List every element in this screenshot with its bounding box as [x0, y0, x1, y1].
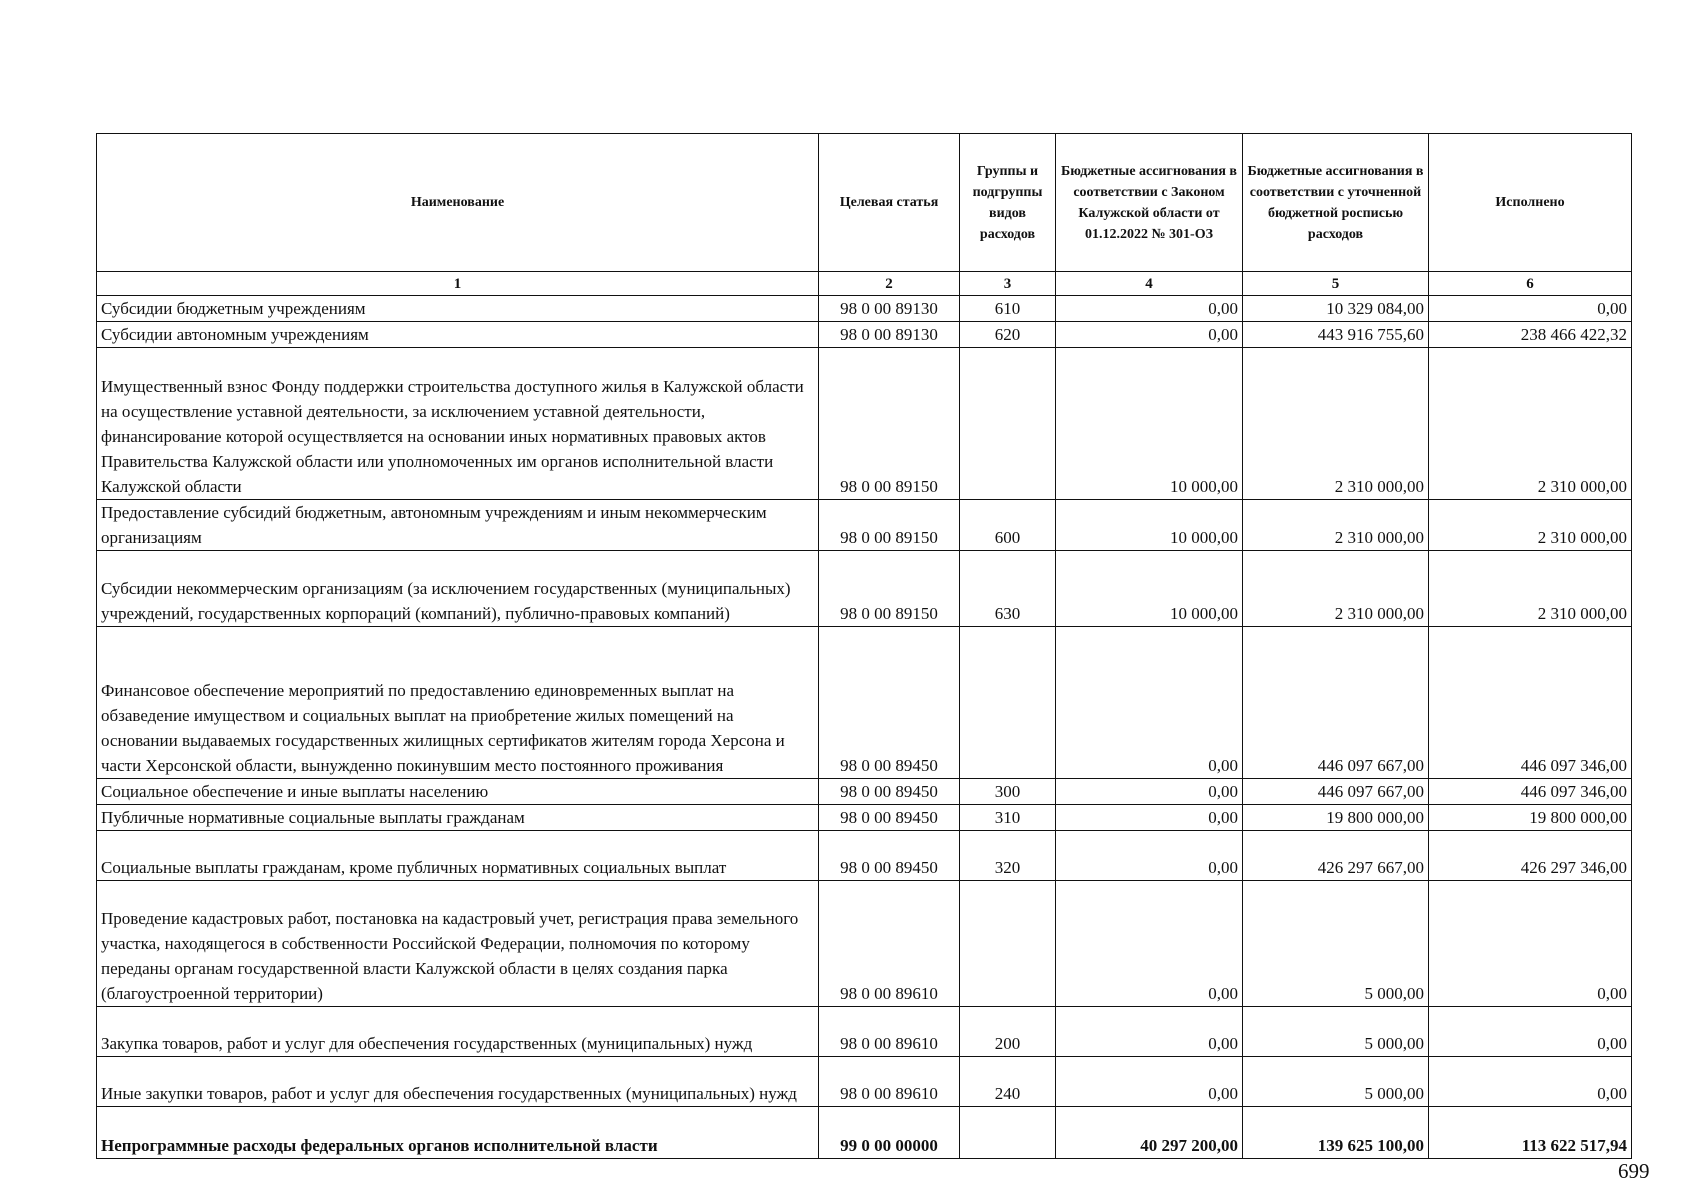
row-name: Непрограммные расходы федеральных органов исполнительной власти [97, 1107, 819, 1159]
row-refined-amount: 5 000,00 [1243, 881, 1429, 1007]
column-number: 3 [960, 272, 1056, 296]
table-row [97, 348, 1632, 500]
header-executed: Исполнено [1429, 134, 1632, 272]
row-group-code: 310 [960, 805, 1056, 831]
row-law-amount: 10 000,00 [1056, 551, 1243, 627]
column-number-row [97, 272, 1632, 296]
row-target-code: 98 0 00 89150 [819, 500, 960, 551]
column-number: 6 [1429, 272, 1632, 296]
row-executed-amount: 446 097 346,00 [1429, 779, 1632, 805]
row-target-code: 98 0 00 89450 [819, 627, 960, 779]
table-row [97, 627, 1632, 779]
row-law-amount: 0,00 [1056, 322, 1243, 348]
row-refined-amount: 139 625 100,00 [1243, 1107, 1429, 1159]
row-name: Субсидии бюджетным учреждениям [97, 296, 819, 322]
budget-execution-table [96, 133, 1632, 1159]
row-refined-amount: 19 800 000,00 [1243, 805, 1429, 831]
row-executed-amount: 2 310 000,00 [1429, 348, 1632, 500]
row-law-amount: 0,00 [1056, 1057, 1243, 1107]
column-number: 1 [97, 272, 819, 296]
table-row [97, 500, 1632, 551]
row-name: Социальные выплаты гражданам, кроме публичных нормативных социальных выплат [97, 831, 819, 881]
row-law-amount: 0,00 [1056, 881, 1243, 1007]
row-name: Закупка товаров, работ и услуг для обеспечения государственных (муниципальных) нужд [97, 1007, 819, 1057]
row-law-amount: 0,00 [1056, 627, 1243, 779]
header-law-appropriations: Бюджетные ассигнования в соответствии с Законом Калужской области от 01.12.2022 № 301-ОЗ [1056, 134, 1243, 272]
row-group-code: 320 [960, 831, 1056, 881]
row-name: Иные закупки товаров, работ и услуг для обеспечения государственных (муниципальных) нужд [97, 1057, 819, 1107]
row-name: Субсидии некоммерческим организациям (за исключением государственных (муниципальных) учреждений, государственных корпораций (компаний), публично-правовых компаний) [97, 551, 819, 627]
row-law-amount: 10 000,00 [1056, 348, 1243, 500]
row-target-code: 99 0 00 00000 [819, 1107, 960, 1159]
table-row [97, 322, 1632, 348]
row-executed-amount: 0,00 [1429, 881, 1632, 1007]
column-number: 4 [1056, 272, 1243, 296]
table-row [97, 551, 1632, 627]
row-refined-amount: 426 297 667,00 [1243, 831, 1429, 881]
table-row [97, 1007, 1632, 1057]
row-executed-amount: 0,00 [1429, 1057, 1632, 1107]
row-target-code: 98 0 00 89450 [819, 779, 960, 805]
row-refined-amount: 5 000,00 [1243, 1007, 1429, 1057]
column-number: 5 [1243, 272, 1429, 296]
row-refined-amount: 2 310 000,00 [1243, 348, 1429, 500]
row-group-code [960, 881, 1056, 1007]
row-refined-amount: 446 097 667,00 [1243, 779, 1429, 805]
row-name: Финансовое обеспечение мероприятий по предоставлению единовременных выплат на обзаведение имуществом и социальных выплат на приобретение жилых помещений на основании выдаваемых государственных жилищных сертификатов жителям города Херсона и части Херсонской области, вынужденно покинувшим место постоянного проживания [97, 627, 819, 779]
row-name: Субсидии автономным учреждениям [97, 322, 819, 348]
row-group-code: 630 [960, 551, 1056, 627]
row-law-amount: 10 000,00 [1056, 500, 1243, 551]
row-group-code: 300 [960, 779, 1056, 805]
row-target-code: 98 0 00 89130 [819, 322, 960, 348]
table-row [97, 805, 1632, 831]
table-row [97, 881, 1632, 1007]
row-refined-amount: 2 310 000,00 [1243, 500, 1429, 551]
table-row [97, 1057, 1632, 1107]
row-law-amount: 0,00 [1056, 805, 1243, 831]
header-expense-groups: Группы и подгруппы видов расходов [960, 134, 1056, 272]
row-executed-amount: 113 622 517,94 [1429, 1107, 1632, 1159]
row-law-amount: 0,00 [1056, 779, 1243, 805]
row-law-amount: 0,00 [1056, 1007, 1243, 1057]
row-executed-amount: 0,00 [1429, 1007, 1632, 1057]
row-group-code: 600 [960, 500, 1056, 551]
row-executed-amount: 446 097 346,00 [1429, 627, 1632, 779]
row-name: Публичные нормативные социальные выплаты гражданам [97, 805, 819, 831]
row-target-code: 98 0 00 89610 [819, 881, 960, 1007]
table-row [97, 296, 1632, 322]
header-refined-appropriations: Бюджетные ассигнования в соответствии с уточненной бюджетной росписью расходов [1243, 134, 1429, 272]
row-group-code [960, 627, 1056, 779]
row-group-code: 200 [960, 1007, 1056, 1057]
table-row-total [97, 1107, 1632, 1159]
row-executed-amount: 2 310 000,00 [1429, 500, 1632, 551]
row-refined-amount: 5 000,00 [1243, 1057, 1429, 1107]
row-target-code: 98 0 00 89450 [819, 831, 960, 881]
row-name: Проведение кадастровых работ, постановка на кадастровый учет, регистрация права земельного участка, находящегося в собственности Российской Федерации, полномочия по которому переданы органам государственной власти Калужской области в целях создания парка (благоустроенной территории) [97, 881, 819, 1007]
page-number: 699 [1618, 1159, 1650, 1183]
row-refined-amount: 2 310 000,00 [1243, 551, 1429, 627]
row-executed-amount: 238 466 422,32 [1429, 322, 1632, 348]
row-target-code: 98 0 00 89150 [819, 348, 960, 500]
row-group-code: 240 [960, 1057, 1056, 1107]
row-target-code: 98 0 00 89610 [819, 1007, 960, 1057]
row-group-code: 620 [960, 322, 1056, 348]
row-group-code [960, 348, 1056, 500]
table-row [97, 831, 1632, 881]
row-refined-amount: 446 097 667,00 [1243, 627, 1429, 779]
row-target-code: 98 0 00 89610 [819, 1057, 960, 1107]
row-name: Социальное обеспечение и иные выплаты населению [97, 779, 819, 805]
row-executed-amount: 0,00 [1429, 296, 1632, 322]
row-refined-amount: 10 329 084,00 [1243, 296, 1429, 322]
table-row [97, 779, 1632, 805]
row-name: Имущественный взнос Фонду поддержки строительства доступного жилья в Калужской области на осуществление уставной деятельности, за исключением уставной деятельности, финансирование которой осуществляется на основании иных нормативных правовых актов Правительства Калужской области или уполномоченных им органов исполнительной власти Калужской области [97, 348, 819, 500]
row-law-amount: 0,00 [1056, 296, 1243, 322]
row-executed-amount: 426 297 346,00 [1429, 831, 1632, 881]
row-target-code: 98 0 00 89450 [819, 805, 960, 831]
row-refined-amount: 443 916 755,60 [1243, 322, 1429, 348]
row-law-amount: 0,00 [1056, 831, 1243, 881]
row-executed-amount: 2 310 000,00 [1429, 551, 1632, 627]
row-name: Предоставление субсидий бюджетным, автономным учреждениям и иным некоммерческим организациям [97, 500, 819, 551]
column-number: 2 [819, 272, 960, 296]
row-executed-amount: 19 800 000,00 [1429, 805, 1632, 831]
row-group-code: 610 [960, 296, 1056, 322]
row-target-code: 98 0 00 89130 [819, 296, 960, 322]
row-target-code: 98 0 00 89150 [819, 551, 960, 627]
row-law-amount: 40 297 200,00 [1056, 1107, 1243, 1159]
budget-table-container [96, 133, 1631, 1159]
header-row [97, 134, 1632, 272]
row-group-code [960, 1107, 1056, 1159]
header-name: Наименование [97, 134, 819, 272]
header-target-article: Целевая статья [819, 134, 960, 272]
